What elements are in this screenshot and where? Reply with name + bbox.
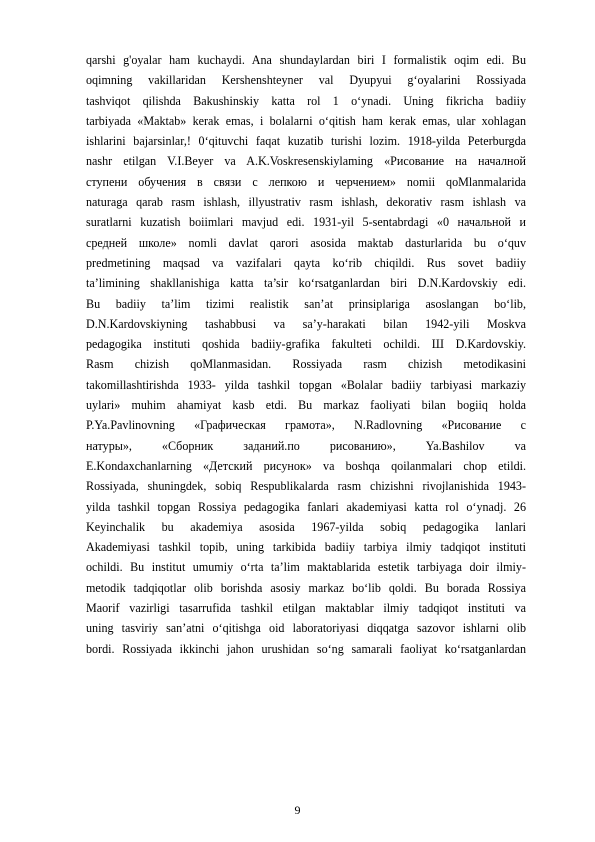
text-line: P.Ya.Pavlinovning «Графическая грамота», N.Radlovning «Рисование с bbox=[86, 418, 526, 433]
text-line: uning tasviriy san’atni o‘qitishga oid laboratoriyasi diqqatga sazovor ishlarni olib bbox=[86, 621, 526, 636]
text-line: oqimning vakillaridan Kershenshteyner val Dyupyui g‘oyalarini Rossiyada bbox=[86, 73, 526, 88]
text-line: suratlarni kuzatish boiimlari mavjud edi. 1931-yil 5-sentabrdagi «0 начальной и bbox=[86, 215, 526, 230]
text-line: naturaga qarab rasm ishlash, illyustrativ rasm ishlash, dekorativ rasm ishlash va bbox=[86, 195, 526, 210]
text-line: predmetining maqsad va vazifalari qayta ko‘rib chiqildi. Rus sovet badiiy bbox=[86, 255, 526, 270]
text-line: takomillashtirishda 1933- yilda tashkil topgan «Bolalar badiiy tarbiyasi markaziy bbox=[86, 377, 526, 392]
text-line: pedagogika instituti qoshida badiiy-grafika fakulteti ochildi. Ш D.Kardovskiy. bbox=[86, 337, 526, 352]
text-line: натуры», «Сборник заданий.по рисованию», Ya.Bashilov va bbox=[86, 438, 526, 453]
text-line: Rossiyada, shuningdek, sobiq Respublikalarda rasm chizishni rivojlanishida 1943- bbox=[86, 479, 526, 494]
text-line: Keyinchalik bu akademiya asosida 1967-yilda sobiq pedagogika lanlari bbox=[86, 519, 526, 534]
text-line: yilda tashkil topgan Rossiya pedagogika fanlari akademiyasi katta rol o‘ynadj. 26 bbox=[86, 499, 526, 514]
text-line: Akademiyasi tashkil topib, uning tarkibida badiiy tarbiya ilmiy tadqiqot instituti bbox=[86, 540, 526, 555]
text-line: Rasm chizish qoMlanmasidan. Rossiyada rasm chizish metodikasini bbox=[86, 357, 526, 372]
text-line: ochildi. Bu institut umumiy o‘rta ta’lim maktablarida estetik tarbiyaga doir ilmiy- bbox=[86, 560, 526, 575]
text-line: Bu badiiy ta’lim tizimi realistik san’at prinsiplariga asoslangan bo‘lib, bbox=[86, 296, 526, 311]
text-line: ступени обучения в связи с лепкою и черчением» nomii qoMlanmalarida bbox=[86, 174, 526, 189]
text-line: ta’limining shakllanishiga katta ta’sir ko‘rsatganlardan biri D.N.Kardovskiy edi. bbox=[86, 276, 526, 291]
text-line: tarbiyada «Maktab» kerak emas, i bolalarni o‘qitish ham kerak emas, ular xohlagan bbox=[86, 113, 526, 128]
page-number: 9 bbox=[294, 803, 301, 817]
text-line: Maorif vazirligi tasarrufida tashkil etilgan maktablar ilmiy tadqiqot instituti va bbox=[86, 601, 526, 616]
text-line: E.Kondaxchanlarning «Детский рисунок» va boshqa qoilanmalari chop etildi. bbox=[86, 458, 526, 473]
text-line: средней школе» nomli davlat qarori asosida maktab dasturlarida bu o‘quv bbox=[86, 235, 526, 250]
text-line: ishlarini bajarsinlar,! 0‘qituvchi faqat kuzatib turishi lozim. 1918-yilda Peterburgda bbox=[86, 134, 526, 149]
text-line: bordi. Rossiyada ikkinchi jahon urushidan so‘ng samarali faoliyat ko‘rsatganlardan bbox=[86, 641, 526, 656]
text-line: uylari» muhim ahamiyat kasb etdi. Bu markaz faoliyati bilan bogiiq holda bbox=[86, 398, 526, 413]
text-line: tashviqot qilishda Bakushinskiy katta rol 1 o‘ynadi. Uning fikricha badiiy bbox=[86, 93, 526, 108]
text-line: qarshi g'oyalar ham kuchaydi. Ana shundaylardan biri I formalistik oqim edi. Bu bbox=[86, 53, 526, 67]
document-body bbox=[86, 50, 526, 659]
text-line: nashr etilgan V.I.Beyer va A.K.Voskresenskiylaming «Рисование на началной bbox=[86, 154, 526, 169]
text-line: D.N.Kardovskiyning tashabbusi va sa’y-harakati bilan 1942-yili Moskva bbox=[86, 316, 526, 331]
text-line: metodik tadqiqotlar olib borishda asosiy markaz bo‘lib qoldi. Bu borada Rossiya bbox=[86, 580, 526, 595]
